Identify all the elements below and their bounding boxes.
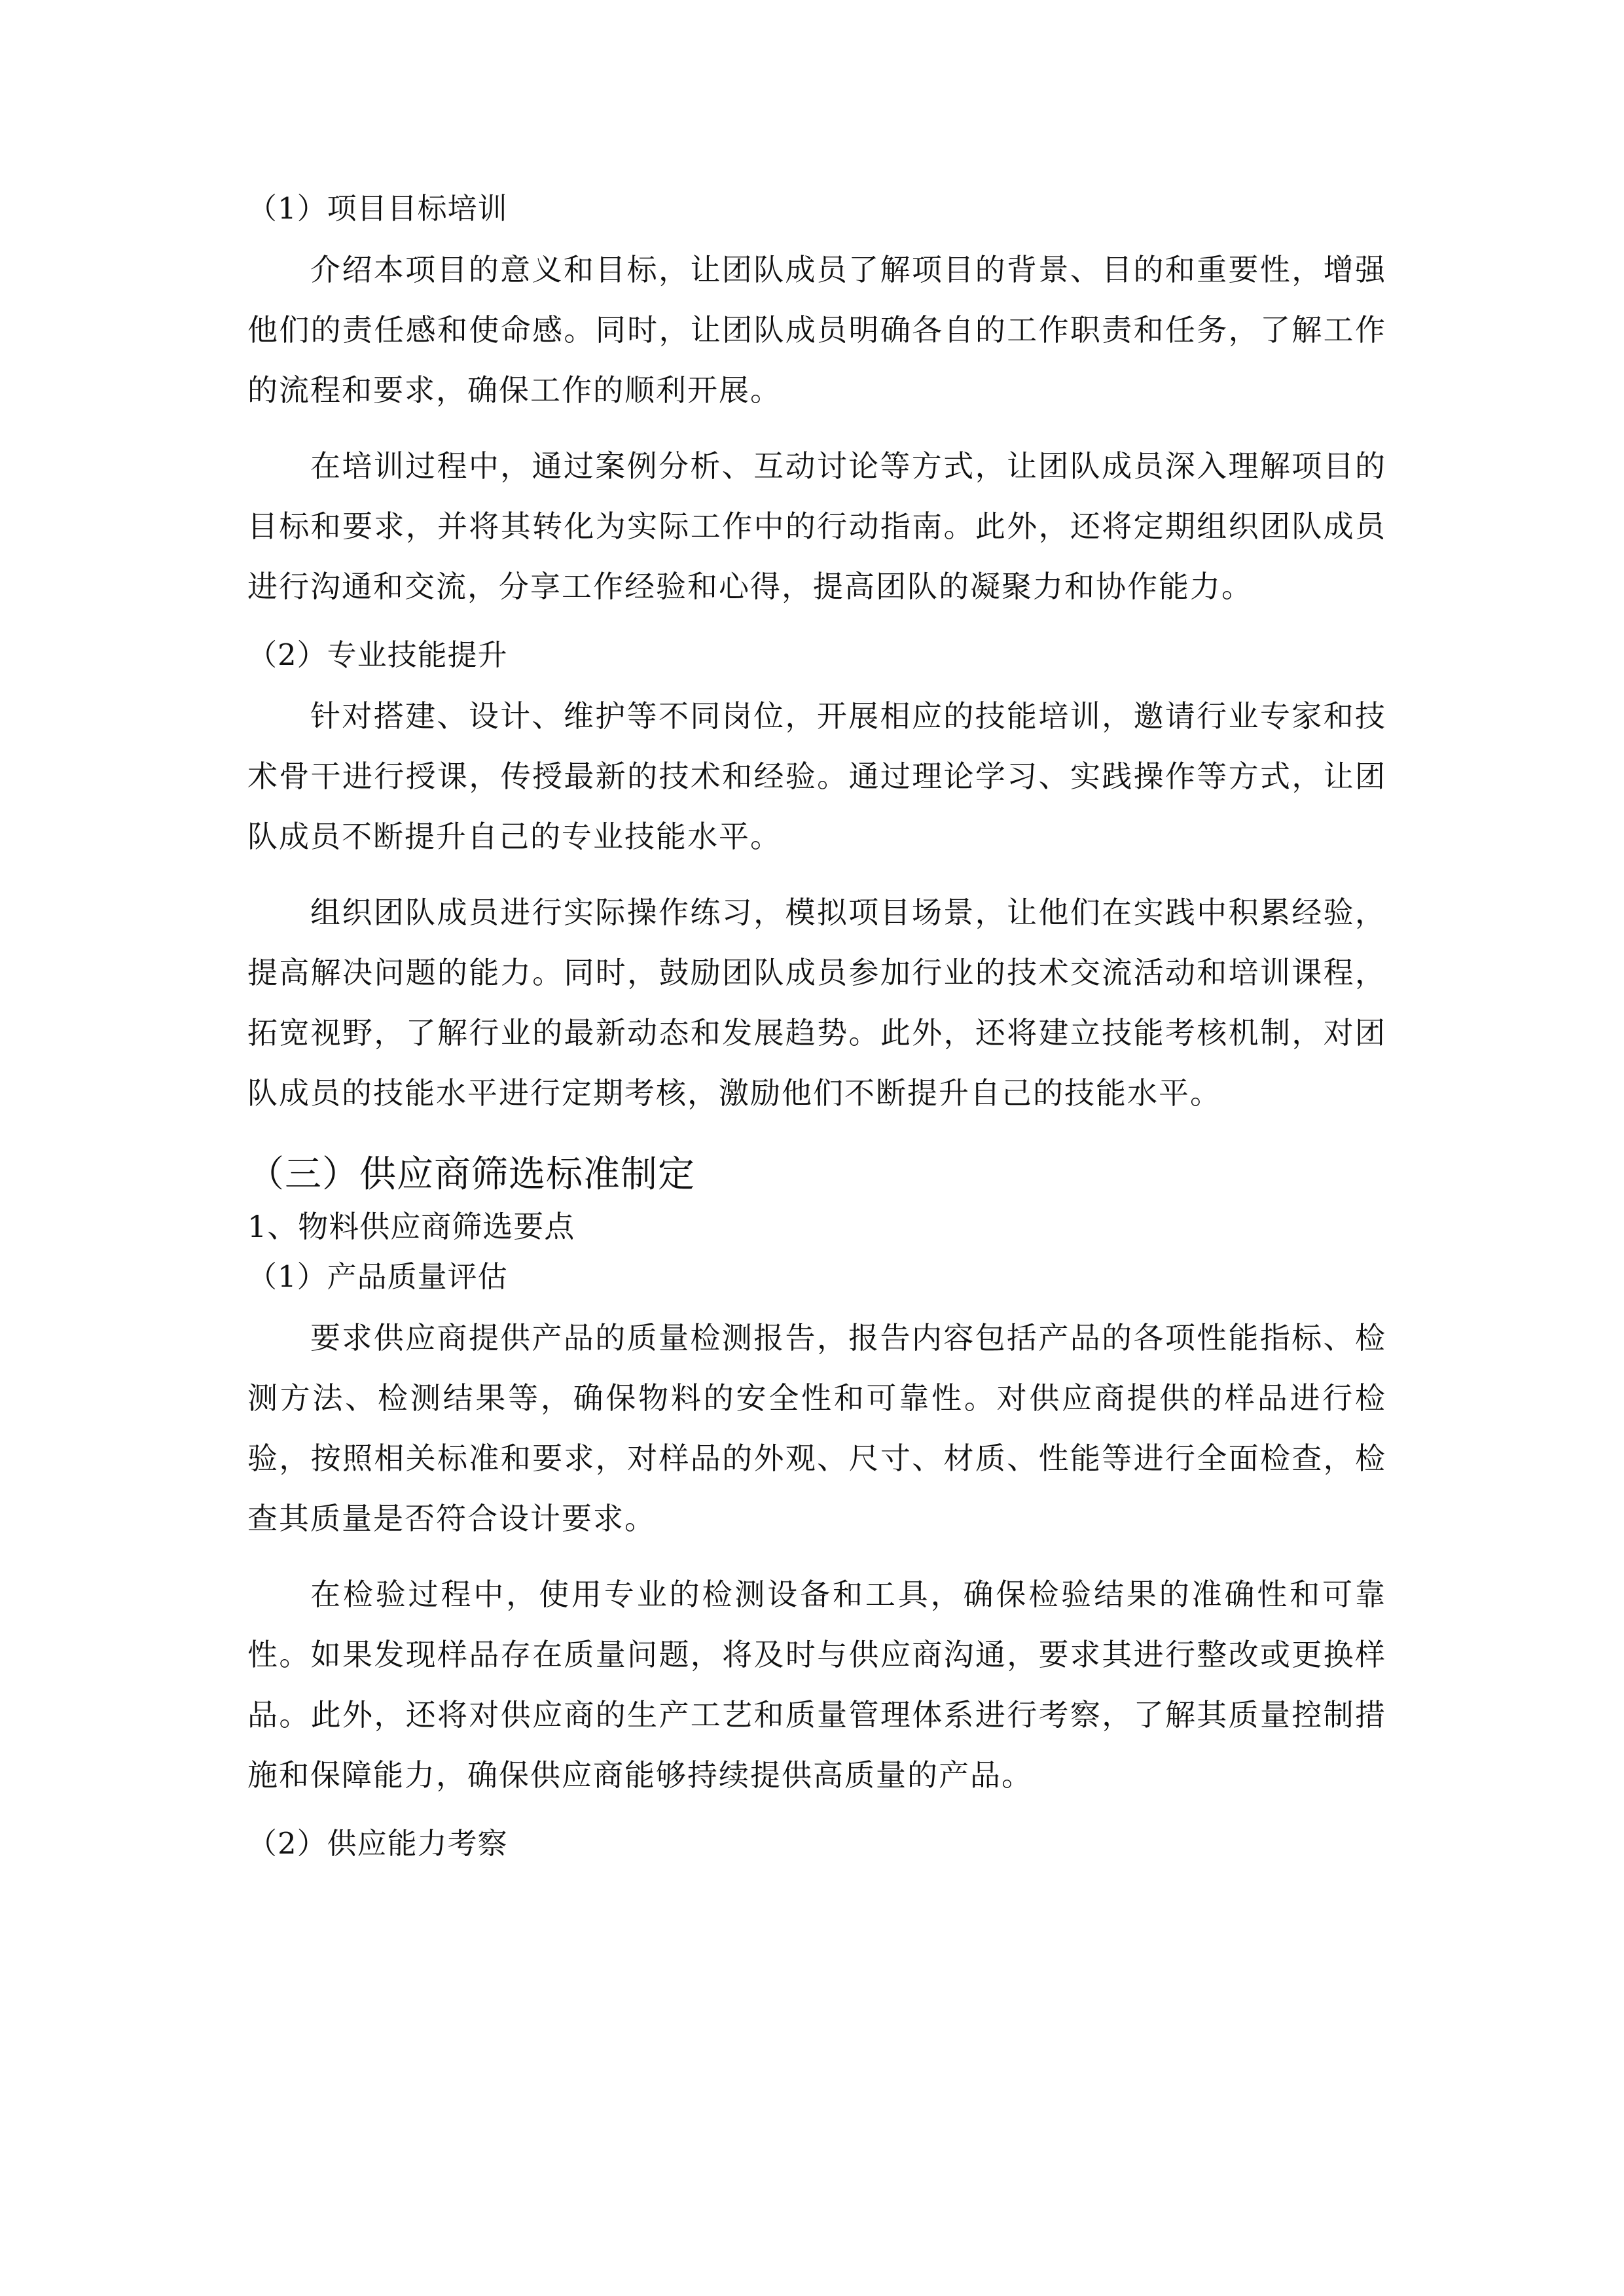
- paragraph: 要求供应商提供产品的质量检测报告，报告内容包括产品的各项性能指标、检测方法、检测结果等，确保物料的安全性和可靠性。对供应商提供的样品进行检验，按照相关标准和要求，对样品的外观、尺寸、材质、性能等进行全面检查，检查其质量是否符合设计要求。: [247, 1320, 1386, 1536]
- document-body: [247, 190, 1386, 1874]
- heading-professional-skills: （2）专业技能提升: [247, 637, 508, 672]
- heading-product-quality: （1）产品质量评估: [247, 1259, 508, 1294]
- paragraph: 在检验过程中，使用专业的检测设备和工具，确保检验结果的准确性和可靠性。如果发现样品存在质量问题，将及时与供应商沟通，要求其进行整改或更换样品。此外，还将对供应商的生产工艺和质量管理体系进行考察，了解其质量控制措施和保障能力，确保供应商能够持续提供高质量的产品。: [247, 1577, 1386, 1793]
- paragraph: 针对搭建、设计、维护等不同岗位，开展相应的技能培训，邀请行业专家和技术骨干进行授课，传授最新的技术和经验。通过理论学习、实践操作等方式，让团队成员不断提升自己的专业技能水平。: [247, 698, 1386, 854]
- paragraph: 介绍本项目的意义和目标，让团队成员了解项目的背景、目的和重要性，增强他们的责任感和使命感。同时，让团队成员明确各自的工作职责和任务，了解工作的流程和要求，确保工作的顺利开展。: [247, 252, 1386, 408]
- section-heading-supplier-criteria: （三）供应商筛选标准制定: [247, 1153, 695, 1196]
- paragraph: 组织团队成员进行实际操作练习，模拟项目场景，让他们在实践中积累经验，提高解决问题的能力。同时，鼓励团队成员参加行业的技术交流活动和培训课程，拓宽视野，了解行业的最新动态和发展趋势。此外，还将建立技能考核机制，对团队成员的技能水平进行定期考核，激励他们不断提升自己的技能水平。: [247, 895, 1386, 1111]
- paragraph: 在培训过程中，通过案例分析、互动讨论等方式，让团队成员深入理解项目的目标和要求，并将其转化为实际工作中的行动指南。此外，还将定期组织团队成员进行沟通和交流，分享工作经验和心得，提高团队的凝聚力和协作能力。: [247, 448, 1386, 604]
- heading-supply-capacity: （2）供应能力考察: [247, 1826, 508, 1861]
- heading-project-goal-training: （1）项目目标培训: [247, 191, 508, 226]
- subsection-heading-material-supplier: 1、物料供应商筛选要点: [247, 1209, 575, 1244]
